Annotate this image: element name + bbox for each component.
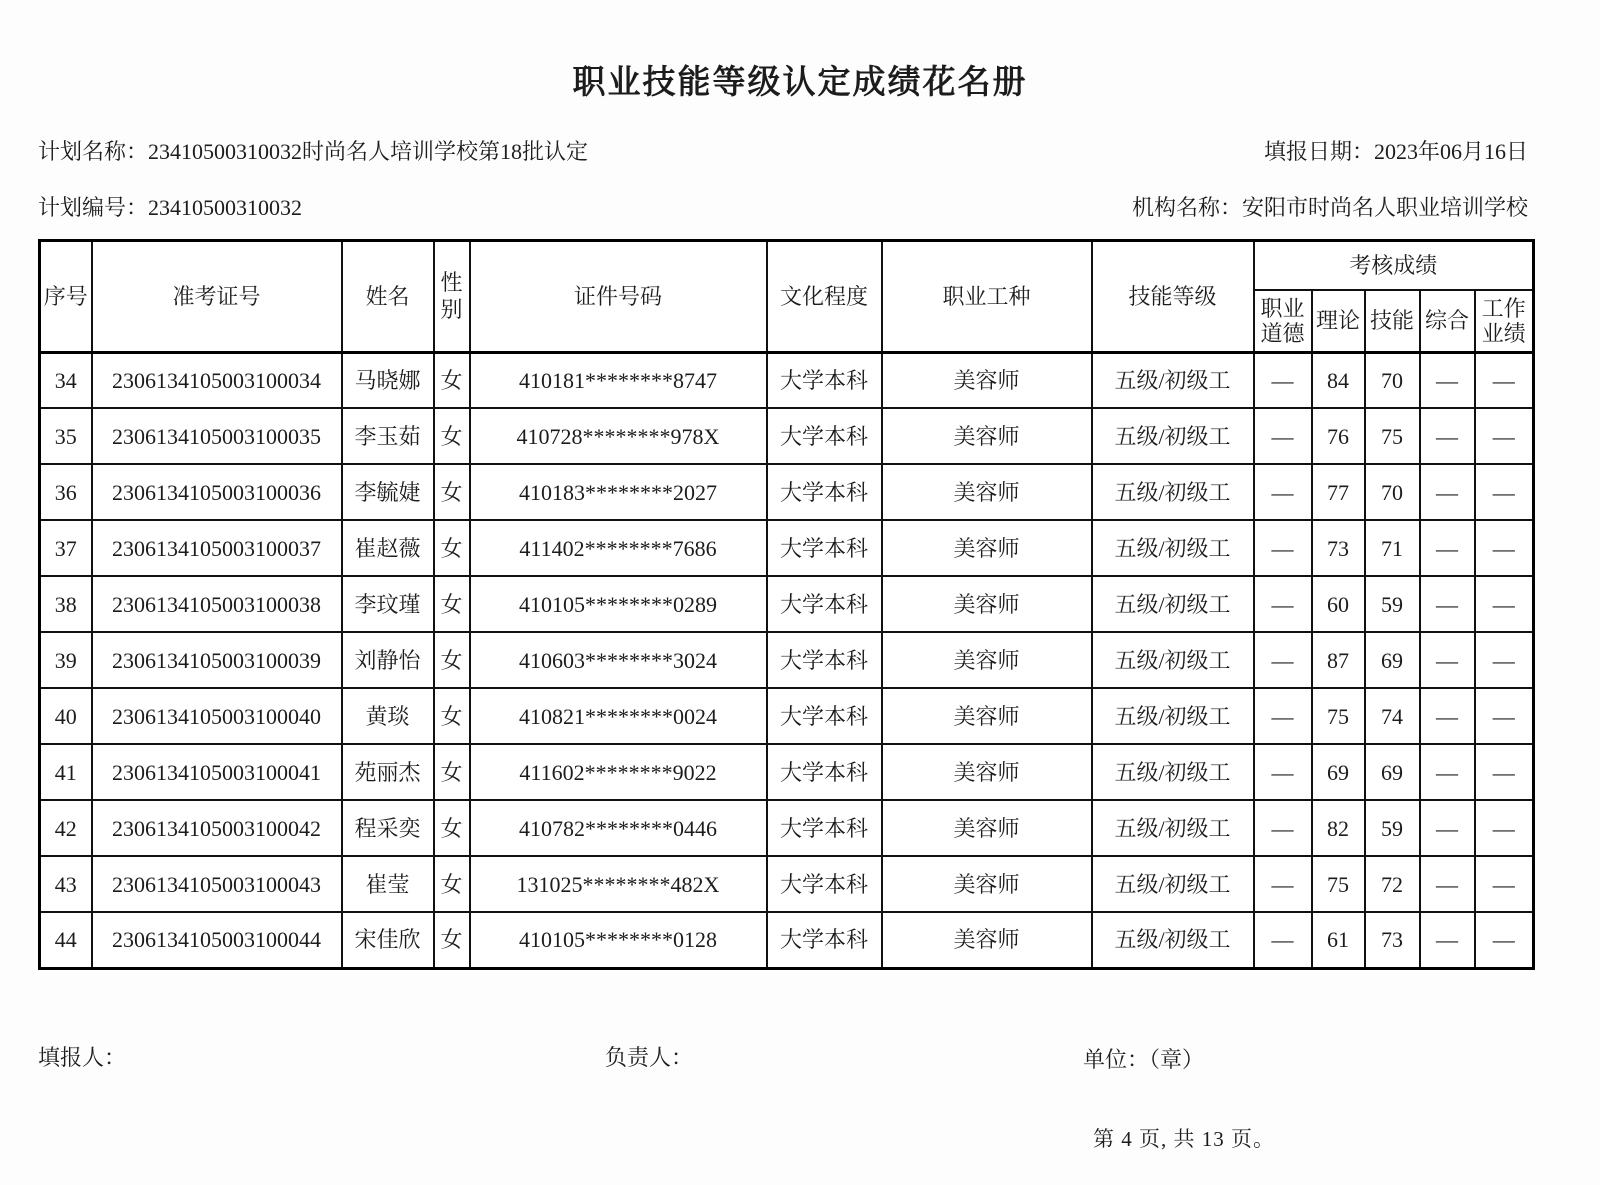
cell-skill-level: 五级/初级工	[1092, 520, 1254, 576]
cell-exam-no: 2306134105003100040	[92, 688, 342, 744]
table-row	[40, 688, 1534, 744]
cell-education: 大学本科	[767, 464, 882, 520]
cell-score-comprehensive: —	[1420, 856, 1475, 912]
meta-row-1	[38, 139, 1528, 165]
cell-education: 大学本科	[767, 352, 882, 408]
cell-education: 大学本科	[767, 408, 882, 464]
cell-score-comprehensive: —	[1420, 520, 1475, 576]
cell-exam-no: 2306134105003100035	[92, 408, 342, 464]
cell-id-no: 410105********0289	[470, 576, 767, 632]
cell-education: 大学本科	[767, 744, 882, 800]
header-exam-no: 准考证号	[92, 240, 342, 352]
score-roster-table	[38, 239, 1535, 970]
cell-education: 大学本科	[767, 688, 882, 744]
cell-occupation: 美容师	[882, 688, 1092, 744]
cell-score-skill: 70	[1365, 352, 1420, 408]
cell-name: 黄琰	[342, 688, 434, 744]
cell-name: 崔莹	[342, 856, 434, 912]
cell-education: 大学本科	[767, 576, 882, 632]
header-scores-group: 考核成绩	[1254, 240, 1534, 290]
cell-score-skill: 72	[1365, 856, 1420, 912]
cell-score-work: —	[1475, 856, 1534, 912]
cell-score-ethics: —	[1254, 856, 1312, 912]
filler-label: 填报人：	[38, 1045, 127, 1070]
cell-score-skill: 59	[1365, 800, 1420, 856]
cell-gender: 女	[434, 520, 470, 576]
cell-seq: 37	[40, 520, 92, 576]
cell-exam-no: 2306134105003100038	[92, 576, 342, 632]
cell-score-ethics: —	[1254, 408, 1312, 464]
cell-name: 崔赵薇	[342, 520, 434, 576]
cell-name: 苑丽杰	[342, 744, 434, 800]
cell-gender: 女	[434, 576, 470, 632]
cell-skill-level: 五级/初级工	[1092, 632, 1254, 688]
cell-score-theory: 60	[1312, 576, 1365, 632]
page-title: 职业技能等级认定成绩花名册	[572, 63, 1028, 100]
cell-score-theory: 82	[1312, 800, 1365, 856]
cell-score-comprehensive: —	[1420, 912, 1475, 968]
cell-exam-no: 2306134105003100043	[92, 856, 342, 912]
cell-id-no: 131025********482X	[470, 856, 767, 912]
page-number: 第 4 页, 共 13 页。	[1093, 1127, 1275, 1151]
cell-score-ethics: —	[1254, 688, 1312, 744]
table-row	[40, 352, 1534, 408]
table-row	[40, 912, 1534, 968]
cell-score-work: —	[1475, 464, 1534, 520]
header-id-no: 证件号码	[470, 240, 767, 352]
cell-gender: 女	[434, 632, 470, 688]
cell-gender: 女	[434, 464, 470, 520]
table-row	[40, 464, 1534, 520]
cell-score-work: —	[1475, 744, 1534, 800]
cell-gender: 女	[434, 856, 470, 912]
roster-body	[40, 352, 1534, 968]
cell-score-comprehensive: —	[1420, 464, 1475, 520]
cell-occupation: 美容师	[882, 520, 1092, 576]
cell-name: 刘静怡	[342, 632, 434, 688]
plan-code-text: 计划编号：23410500310032	[38, 195, 303, 221]
cell-score-comprehensive: —	[1420, 800, 1475, 856]
header-gender: 性别	[434, 240, 470, 352]
cell-score-theory: 73	[1312, 520, 1365, 576]
cell-score-ethics: —	[1254, 632, 1312, 688]
cell-name: 李玉茹	[342, 408, 434, 464]
cell-score-comprehensive: —	[1420, 576, 1475, 632]
cell-score-ethics: —	[1254, 576, 1312, 632]
cell-id-no: 410181********8747	[470, 352, 767, 408]
header-name: 姓名	[342, 240, 434, 352]
cell-id-no: 410821********0024	[470, 688, 767, 744]
cell-id-no: 410782********0446	[470, 800, 767, 856]
cell-gender: 女	[434, 800, 470, 856]
cell-seq: 38	[40, 576, 92, 632]
plan-name-text: 计划名称：23410500310032时尚名人培训学校第18批认定	[38, 139, 589, 164]
cell-score-theory: 77	[1312, 464, 1365, 520]
cell-skill-level: 五级/初级工	[1092, 576, 1254, 632]
cell-score-comprehensive: —	[1420, 632, 1475, 688]
cell-seq: 36	[40, 464, 92, 520]
header-score-skill: 技能	[1365, 290, 1420, 352]
cell-score-work: —	[1475, 408, 1534, 464]
cell-score-ethics: —	[1254, 352, 1312, 408]
cell-skill-level: 五级/初级工	[1092, 688, 1254, 744]
cell-seq: 42	[40, 800, 92, 856]
cell-seq: 35	[40, 408, 92, 464]
cell-score-theory: 75	[1312, 856, 1365, 912]
cell-id-no: 410183********2027	[470, 464, 767, 520]
cell-exam-no: 2306134105003100041	[92, 744, 342, 800]
cell-seq: 41	[40, 744, 92, 800]
cell-occupation: 美容师	[882, 800, 1092, 856]
cell-score-skill: 70	[1365, 464, 1420, 520]
cell-score-work: —	[1475, 912, 1534, 968]
cell-score-ethics: —	[1254, 464, 1312, 520]
cell-score-work: —	[1475, 800, 1534, 856]
table-row	[40, 744, 1534, 800]
cell-score-comprehensive: —	[1420, 744, 1475, 800]
cell-skill-level: 五级/初级工	[1092, 912, 1254, 968]
cell-score-theory: 87	[1312, 632, 1365, 688]
cell-gender: 女	[434, 744, 470, 800]
cell-name: 李玟瑾	[342, 576, 434, 632]
table-row	[40, 576, 1534, 632]
cell-exam-no: 2306134105003100042	[92, 800, 342, 856]
cell-name: 马晓娜	[342, 352, 434, 408]
header-education: 文化程度	[767, 240, 882, 352]
cell-id-no: 410728********978X	[470, 408, 767, 464]
cell-exam-no: 2306134105003100036	[92, 464, 342, 520]
cell-name: 宋佳欣	[342, 912, 434, 968]
header-score-ethics: 职业道德	[1254, 290, 1312, 352]
cell-occupation: 美容师	[882, 576, 1092, 632]
cell-seq: 40	[40, 688, 92, 744]
org-name-text: 机构名称：安阳市时尚名人职业培训学校	[1131, 195, 1528, 221]
cell-skill-level: 五级/初级工	[1092, 744, 1254, 800]
cell-education: 大学本科	[767, 800, 882, 856]
cell-education: 大学本科	[767, 856, 882, 912]
cell-score-skill: 69	[1365, 744, 1420, 800]
cell-score-ethics: —	[1254, 912, 1312, 968]
cell-score-theory: 69	[1312, 744, 1365, 800]
cell-occupation: 美容师	[882, 352, 1092, 408]
cell-skill-level: 五级/初级工	[1092, 464, 1254, 520]
cell-gender: 女	[434, 912, 470, 968]
cell-score-work: —	[1475, 520, 1534, 576]
cell-score-work: —	[1475, 576, 1534, 632]
cell-score-skill: 69	[1365, 632, 1420, 688]
cell-id-no: 411402********7686	[470, 520, 767, 576]
cell-education: 大学本科	[767, 632, 882, 688]
cell-gender: 女	[434, 352, 470, 408]
cell-score-ethics: —	[1254, 800, 1312, 856]
page-footer	[0, 1031, 1600, 1171]
cell-seq: 34	[40, 352, 92, 408]
header-occupation: 职业工种	[882, 240, 1092, 352]
cell-education: 大学本科	[767, 912, 882, 968]
cell-score-work: —	[1475, 352, 1534, 408]
cell-seq: 43	[40, 856, 92, 912]
cell-occupation: 美容师	[882, 464, 1092, 520]
header-score-theory: 理论	[1312, 290, 1365, 352]
cell-exam-no: 2306134105003100044	[92, 912, 342, 968]
cell-score-skill: 73	[1365, 912, 1420, 968]
unit-seal-label: 单位：（章）	[1083, 1047, 1205, 1072]
table-row	[40, 856, 1534, 912]
cell-id-no: 410105********0128	[470, 912, 767, 968]
cell-id-no: 411602********9022	[470, 744, 767, 800]
manager-label: 负责人：	[605, 1045, 694, 1070]
cell-occupation: 美容师	[882, 912, 1092, 968]
cell-occupation: 美容师	[882, 632, 1092, 688]
cell-skill-level: 五级/初级工	[1092, 856, 1254, 912]
cell-skill-level: 五级/初级工	[1092, 408, 1254, 464]
cell-score-skill: 59	[1365, 576, 1420, 632]
cell-score-skill: 71	[1365, 520, 1420, 576]
cell-score-comprehensive: —	[1420, 688, 1475, 744]
table-row	[40, 520, 1534, 576]
table-row	[40, 408, 1534, 464]
cell-gender: 女	[434, 408, 470, 464]
table-row	[40, 632, 1534, 688]
cell-score-skill: 75	[1365, 408, 1420, 464]
cell-score-comprehensive: —	[1420, 352, 1475, 408]
cell-score-ethics: —	[1254, 520, 1312, 576]
table-row	[40, 800, 1534, 856]
header-score-comprehensive: 综合	[1420, 290, 1475, 352]
cell-score-theory: 75	[1312, 688, 1365, 744]
cell-score-comprehensive: —	[1420, 408, 1475, 464]
cell-exam-no: 2306134105003100037	[92, 520, 342, 576]
cell-exam-no: 2306134105003100034	[92, 352, 342, 408]
cell-score-theory: 61	[1312, 912, 1365, 968]
header-seq: 序号	[40, 240, 92, 352]
cell-name: 李毓婕	[342, 464, 434, 520]
cell-education: 大学本科	[767, 520, 882, 576]
cell-seq: 44	[40, 912, 92, 968]
cell-score-theory: 84	[1312, 352, 1365, 408]
cell-name: 程采奕	[342, 800, 434, 856]
cell-seq: 39	[40, 632, 92, 688]
cell-occupation: 美容师	[882, 408, 1092, 464]
cell-score-theory: 76	[1312, 408, 1365, 464]
cell-occupation: 美容师	[882, 744, 1092, 800]
cell-occupation: 美容师	[882, 856, 1092, 912]
cell-skill-level: 五级/初级工	[1092, 352, 1254, 408]
header-score-work: 工作业绩	[1475, 290, 1534, 352]
meta-row-2	[38, 195, 1528, 221]
cell-score-work: —	[1475, 632, 1534, 688]
header-skill-level: 技能等级	[1092, 240, 1254, 352]
cell-score-ethics: —	[1254, 744, 1312, 800]
cell-score-work: —	[1475, 688, 1534, 744]
cell-exam-no: 2306134105003100039	[92, 632, 342, 688]
cell-gender: 女	[434, 688, 470, 744]
cell-id-no: 410603********3024	[470, 632, 767, 688]
cell-score-skill: 74	[1365, 688, 1420, 744]
report-date-text: 填报日期：2023年06月16日	[1263, 139, 1528, 164]
cell-skill-level: 五级/初级工	[1092, 800, 1254, 856]
